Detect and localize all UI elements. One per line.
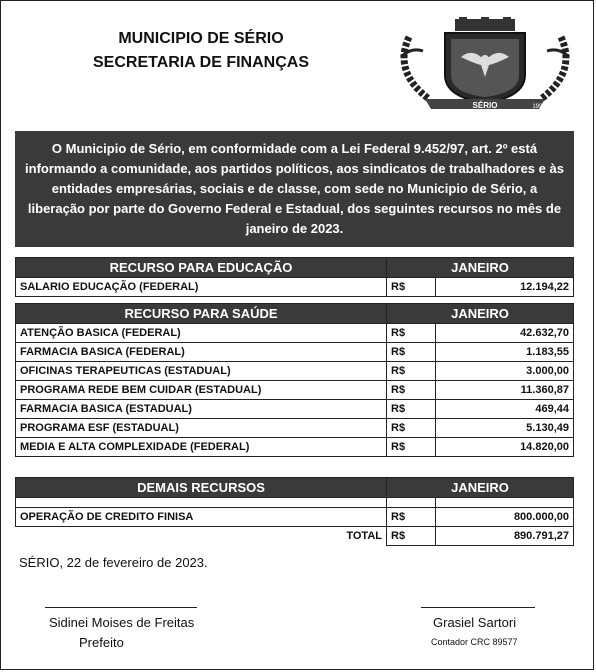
section-title: RECURSO PARA EDUCAÇÃO (16, 258, 387, 278)
table-row (16, 400, 574, 419)
row-currency: R$ (387, 419, 436, 438)
municipality-name: MUNICIPIO DE SÉRIO (118, 30, 284, 47)
document-title (61, 27, 341, 75)
row-currency: R$ (387, 324, 436, 343)
row-currency: R$ (387, 400, 436, 419)
row-label: PROGRAMA ESF (ESTADUAL) (16, 419, 387, 438)
table-row (16, 362, 574, 381)
row-label: ATENÇÃO BASICA (FEDERAL) (16, 324, 387, 343)
table-saude (15, 303, 574, 457)
row-label: OFICINAS TERAPEUTICAS (ESTADUAL) (16, 362, 387, 381)
table-row (16, 438, 574, 457)
table-demais (15, 477, 574, 546)
right-signature-line (421, 607, 535, 608)
section-title: RECURSO PARA SAÚDE (16, 304, 387, 324)
row-amount: 800.000,00 (436, 508, 574, 527)
municipal-crest-icon (389, 17, 581, 113)
row-amount: 5.130,49 (436, 419, 574, 438)
row-amount: 3.000,00 (436, 362, 574, 381)
total-row (16, 527, 574, 546)
row-amount: 42.632,70 (436, 324, 574, 343)
table-header (16, 304, 574, 324)
row-amount: 11.360,87 (436, 381, 574, 400)
document-date: SÉRIO, 22 de fevereiro de 2023. (19, 555, 208, 570)
crest-year-text: 1992 (532, 104, 546, 110)
row-currency: R$ (387, 343, 436, 362)
month-header: JANEIRO (387, 258, 574, 278)
left-signatory-name: Sidinei Moises de Freitas (49, 615, 195, 630)
header (1, 1, 595, 121)
section-title: DEMAIS RECURSOS (16, 478, 387, 498)
row-currency: R$ (387, 278, 436, 297)
row-label: FARMACIA BASICA (FEDERAL) (16, 343, 387, 362)
row-currency: R$ (387, 362, 436, 381)
right-signatory-name: Grasiel Sartori (433, 615, 517, 630)
crest-banner-text: SÉRIO (472, 101, 498, 110)
month-header: JANEIRO (387, 478, 574, 498)
table-header (16, 478, 574, 498)
notice-text: O Municipio de Sério, em conformidade com a Lei Federal 9.452/97, art. 2º está informando a comunidade, aos partidos políticos, aos sindicatos de trabalhadores e às entidades empresárias, sociais e de classe, com sede no Municipio de Sério, a liberação por parte do Governo Federal e Estadual, dos seguintes recursos no mês de janeiro de 2023. (15, 131, 574, 247)
table-row (16, 278, 574, 297)
table-row (16, 343, 574, 362)
row-label: OPERAÇÃO DE CREDITO FINISA (16, 508, 387, 527)
total-label: TOTAL (16, 527, 387, 546)
row-currency: R$ (387, 381, 436, 400)
spacer-row (16, 498, 574, 508)
left-signature-line (45, 607, 197, 608)
department-name: SECRETARIA DE FINANÇAS (92, 54, 309, 71)
table-educacao (15, 257, 574, 297)
table-row (16, 324, 574, 343)
row-amount: 14.820,00 (436, 438, 574, 457)
row-amount: 469,44 (436, 400, 574, 419)
row-label: MEDIA E ALTA COMPLEXIDADE (FEDERAL) (16, 438, 387, 457)
row-label: PROGRAMA REDE BEM CUIDAR (ESTADUAL) (16, 381, 387, 400)
row-label: FARMACIA BASICA (ESTADUAL) (16, 400, 387, 419)
total-amount: 890.791,27 (436, 527, 574, 546)
table-row (16, 508, 574, 527)
left-signatory-title: Prefeito (79, 635, 124, 650)
row-currency: R$ (387, 508, 436, 527)
table-row (16, 381, 574, 400)
month-header: JANEIRO (387, 304, 574, 324)
table-header (16, 258, 574, 278)
right-signatory-title: Contador CRC 89577 (431, 637, 518, 647)
row-amount: 1.183,55 (436, 343, 574, 362)
table-row (16, 419, 574, 438)
row-currency: R$ (387, 438, 436, 457)
row-label: SALARIO EDUCAÇÃO (FEDERAL) (16, 278, 387, 297)
total-currency: R$ (387, 527, 436, 546)
row-amount: 12.194,22 (436, 278, 574, 297)
